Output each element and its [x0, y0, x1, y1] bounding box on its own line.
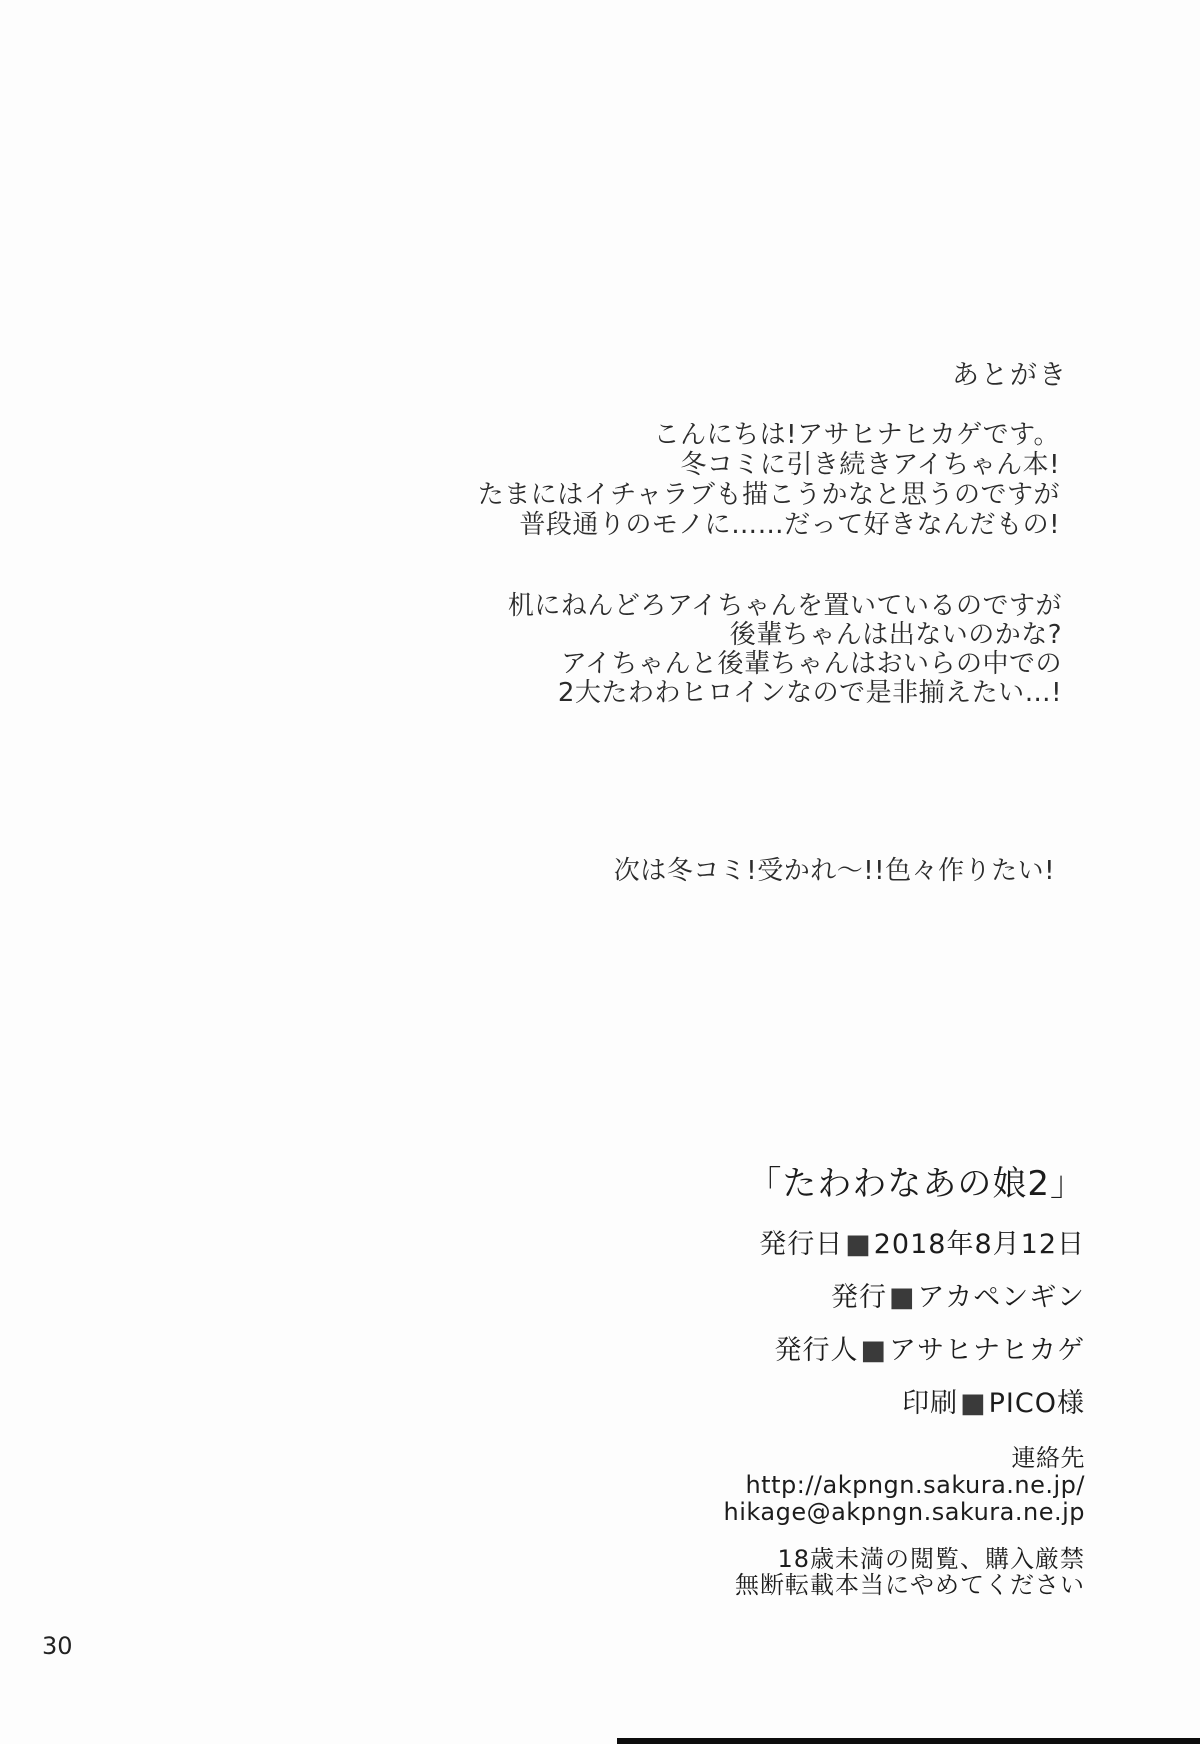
contact-block [100, 1445, 1085, 1526]
contact-heading: 連絡先 [1011, 1444, 1085, 1472]
colophon-value: PICO様 [988, 1388, 1085, 1419]
age-warning: 18歳未満の閲覧、購入厳禁 [777, 1545, 1085, 1573]
reprint-warning: 無断転載本当にやめてください [735, 1571, 1085, 1599]
afterword-line: 机にねんどろアイちゃんを置いているのですが [507, 591, 1062, 621]
afterword-line: アイちゃんと後輩ちゃんはおいらの中での [560, 649, 1062, 679]
colophon-value: アカペンギン [917, 1282, 1085, 1313]
book-title: 「たわわなあの娘2」 [747, 1164, 1085, 1204]
afterword-line: 普段通りのモノに……だって好きなんだもの! [519, 510, 1060, 540]
page-number: 30 [42, 1632, 73, 1660]
colophon-label: 発行日 [759, 1229, 844, 1260]
colophon-label: 発行 [831, 1282, 888, 1313]
scan-artifact-bar [617, 1738, 1200, 1744]
afterword-line: 2大たわわヒロインなので是非揃えたい…! [557, 678, 1062, 708]
afterword-paragraph-2 [80, 592, 1062, 708]
warning-block [100, 1546, 1085, 1598]
square-bullet-icon: ■ [845, 1229, 872, 1260]
colophon [100, 1164, 1085, 1598]
afterword-paragraph-1 [80, 420, 1060, 540]
colophon-value: 2018年8月12日 [873, 1229, 1085, 1260]
colophon-label: 発行人 [774, 1335, 859, 1366]
square-bullet-icon: ■ [960, 1388, 987, 1419]
afterword-line: たまにはイチャラブも描こうかなと思うのですが [477, 480, 1060, 510]
square-bullet-icon: ■ [860, 1335, 887, 1366]
colophon-entry-author [100, 1336, 1085, 1366]
contact-email: hikage@akpngn.sakura.ne.jp [723, 1498, 1085, 1526]
colophon-entry-printer [100, 1389, 1085, 1419]
colophon-entry-publisher [100, 1283, 1085, 1313]
colophon-label: 印刷 [902, 1388, 959, 1419]
afterword-closing-line: 次は冬コミ!受かれ〜!!色々作りたい! [613, 856, 1055, 886]
colophon-entry-published-date [100, 1230, 1085, 1260]
afterword-heading: あとがき [952, 360, 1068, 391]
website-url: http://akpngn.sakura.ne.jp/ [745, 1471, 1085, 1499]
afterword-line: 後輩ちゃんは出ないのかな? [729, 620, 1062, 650]
afterword-line: こんにちは!アサヒナヒカゲです。 [653, 420, 1060, 450]
colophon-value: アサヒナヒカゲ [889, 1335, 1085, 1366]
square-bullet-icon: ■ [889, 1282, 916, 1313]
afterword-line: 冬コミに引き続きアイちゃん本! [680, 450, 1060, 480]
